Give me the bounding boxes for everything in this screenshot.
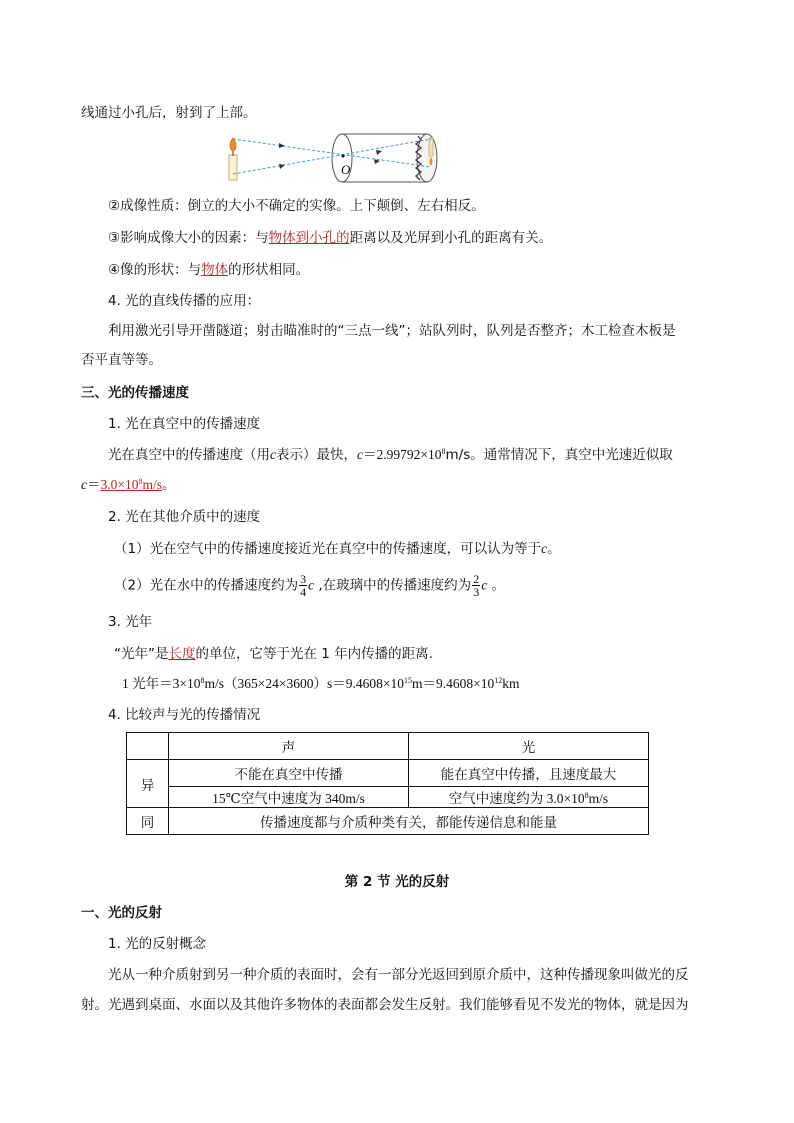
light-air-a: 空气中速度约为 3.0×10 <box>448 791 585 806</box>
header-sound: 声 <box>169 733 409 760</box>
frac1-den: 4 <box>300 585 307 599</box>
frac2-den: 3 <box>473 585 480 599</box>
approx-end: 。 <box>162 477 176 493</box>
factors-text-a: ③影响成像大小的因素：与 <box>108 230 269 246</box>
frac1-num: 3 <box>300 572 307 586</box>
fraction-two-thirds <box>472 573 480 598</box>
fraction-three-quarters <box>299 573 307 598</box>
image-shape-line <box>108 260 309 280</box>
approx-unit: m/s <box>142 477 163 492</box>
light-air-b: m/s <box>588 791 609 806</box>
application-heading: 4. 光的直线传播的应用： <box>108 293 261 309</box>
reflection-section-title: 一、光的反射 <box>81 905 162 921</box>
same-text-cell: 传播速度都与介质种类有关，都能传递信息和能量 <box>169 808 649 835</box>
air-text: （1）光在空气中的传播速度接近光在真空中的传播速度，可以认为等于 <box>114 541 542 557</box>
pinhole-camera-svg <box>222 128 454 188</box>
ly-underlined: 长度 <box>168 646 196 662</box>
table-row <box>127 808 649 835</box>
vacuum-speed-heading: 1. 光在真空中的传播速度 <box>108 416 261 432</box>
approx-value <box>101 477 163 492</box>
calc-a: 1 光年＝3×10 <box>122 676 201 691</box>
calc-c: m＝9.4608×10 <box>411 676 495 691</box>
shape-text-c: 的形状相同。 <box>228 262 310 278</box>
vs-exp: 8 <box>441 447 446 456</box>
other-media-heading: 2. 光在其他介质中的速度 <box>108 509 261 525</box>
light-air-exp: 8 <box>584 791 589 800</box>
light-year-heading: 3. 光年 <box>108 614 153 630</box>
sound-light-comparison-table <box>126 732 649 835</box>
shape-underlined: 物体 <box>201 262 229 278</box>
application-line-1: 利用激光引导开凿隧道；射击瞄准时的“三点一线”；站队列时，队列是否整齐；木工检查木板是 <box>108 323 676 339</box>
approx-c: c <box>81 477 87 492</box>
calc-b: m/s（365×24×3600）s＝9.4608×10 <box>204 676 404 691</box>
light-air-speed-cell <box>409 787 649 808</box>
application-line-2: 否平直等等。 <box>81 352 162 368</box>
image-nature-line: ②成像性质：倒立的大小不确定的实像。上下颠倒、左右相反。 <box>108 198 485 214</box>
frac2-num: 2 <box>473 572 480 586</box>
calc-e1: 8 <box>200 676 205 685</box>
light-year-calculation <box>122 674 520 694</box>
vs-a: 光在真空中的传播速度（用 <box>108 447 270 463</box>
air-speed-line <box>114 539 561 559</box>
hole-label: O <box>341 162 351 177</box>
wg-c2: c <box>481 577 488 593</box>
same-label: 同 <box>127 808 169 835</box>
vacuum-speed-line <box>108 445 673 465</box>
vs-c2: c <box>357 447 363 462</box>
pinhole-camera-diagram <box>222 128 454 192</box>
section-two-title: 第 2 节 光的反射 <box>344 874 450 890</box>
wg-c1: c <box>308 577 315 593</box>
approx-val: 3.0×10 <box>100 477 139 492</box>
air-c: c <box>541 541 548 556</box>
water-glass-speed-line <box>114 573 505 598</box>
diff-label: 异 <box>127 760 169 808</box>
air-end: 。 <box>547 541 561 557</box>
table-row <box>127 760 649 787</box>
table-row <box>127 787 649 808</box>
size-factors-line <box>108 228 552 248</box>
wg-b: ,在玻璃中的传播速度约为 <box>314 577 472 594</box>
table-header-row <box>127 733 649 760</box>
section-three-title: 三、光的传播速度 <box>81 385 189 401</box>
vs-c1: c <box>270 447 276 462</box>
vs-f: m/s。通常情况下，真空中光速近似取 <box>445 447 673 463</box>
approx-exp: 8 <box>138 477 143 486</box>
compare-heading: 4. 比较声与光的传播情况 <box>108 707 261 723</box>
calc-e2: 15 <box>403 676 412 685</box>
vacuum-speed-approx <box>81 475 176 495</box>
sound-vacuum-cell: 不能在真空中传播 <box>169 760 409 787</box>
sound-air-speed-cell: 15℃空气中速度为 340m/s <box>169 787 409 808</box>
intro-line: 线通过小孔后，射到了上部。 <box>81 105 257 121</box>
reflection-concept-heading: 1. 光的反射概念 <box>108 936 207 952</box>
factors-underlined: 物体到小孔的 <box>268 230 350 246</box>
calc-e3: 12 <box>494 676 503 685</box>
ly-a: “光年”是 <box>114 646 169 662</box>
vs-d: ＝2.99792×10 <box>363 447 442 462</box>
reflection-paragraph-line-1: 光从一种介质射到另一种介质的表面时，会有一部分光返回到原介质中，这种传播现象叫做光的反 <box>108 967 689 983</box>
table-corner-cell <box>127 733 169 760</box>
light-year-definition <box>114 644 433 664</box>
ly-c: 的单位，它等于光在 1 年内传播的距离. <box>195 646 433 662</box>
header-light: 光 <box>409 733 649 760</box>
vs-b: 表示）最快， <box>276 447 357 463</box>
light-vacuum-cell: 能在真空中传播，且速度最大 <box>409 760 649 787</box>
calc-d: km <box>502 676 520 691</box>
reflection-paragraph-line-2: 射。光遇到桌面、水面以及其他许多物体的表面都会发生反射。我们能够看见不发光的物体，就是因为 <box>81 997 689 1013</box>
shape-text-a: ④像的形状：与 <box>108 262 202 278</box>
factors-text-c: 距离以及光屏到小孔的距离有关。 <box>349 230 553 246</box>
approx-eq: ＝ <box>87 477 101 493</box>
wg-a: （2）光在水中的传播速度约为 <box>114 577 299 594</box>
wg-end: 。 <box>487 577 505 594</box>
